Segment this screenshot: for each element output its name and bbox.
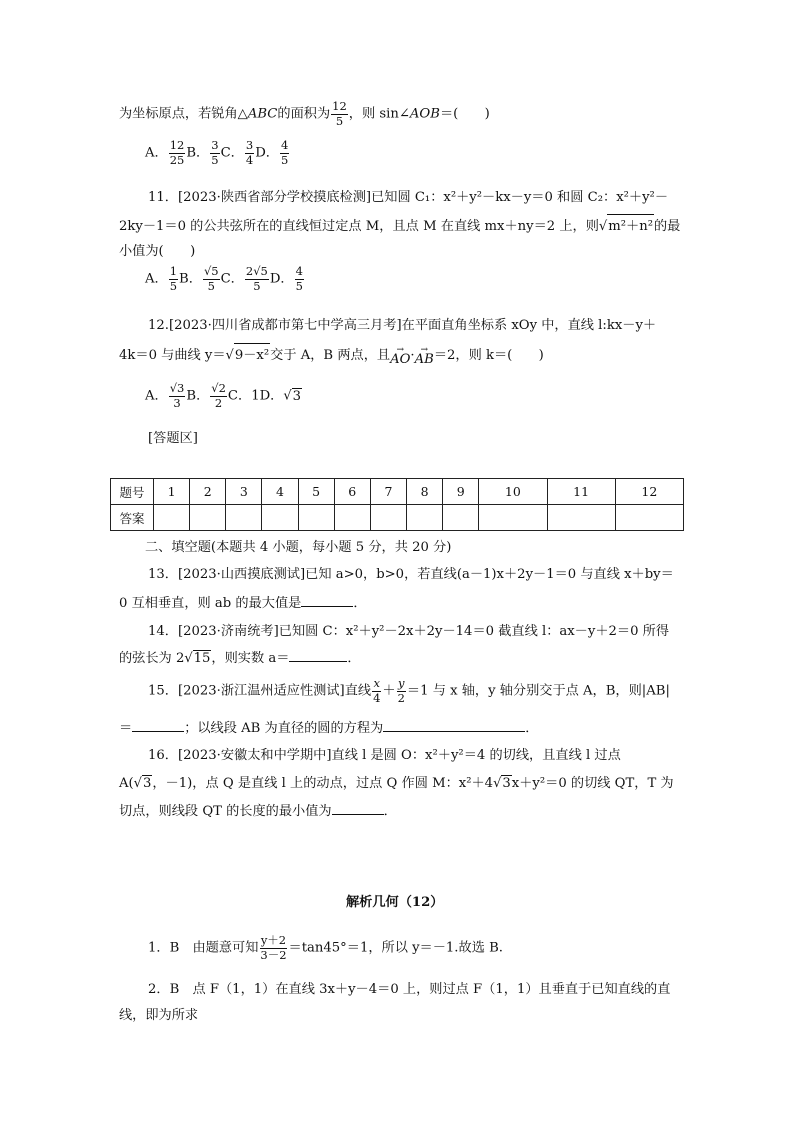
q12-line2: 4k＝0 与曲线 y＝√9－x²交于 A，B 两点，且 → AO · → AB ＝2，则 k＝( ) [119, 344, 544, 367]
q10-text-end: ，则 sin∠ [348, 106, 410, 122]
q10-options: A． $\frac{12}{25}$ B． $\frac{3}{5}$ C． $\frac{3}{4}$ D． $\frac{4}{5}$ [145, 138, 289, 167]
q11-line2: 2ky－1＝0 的公共弦所在的直线恒过定点 M，且点 M 在直线 mx＋ny＝2 上，则√m²＋n²的最 [119, 214, 680, 234]
answer-cell[interactable] [262, 505, 298, 531]
q16-sqrt-m: 3 [502, 776, 511, 791]
answer-2-line2: 线，即为所求 [119, 1008, 199, 1023]
table-row [111, 479, 684, 505]
table-cell: 4 [262, 479, 298, 505]
table-row [111, 505, 684, 531]
q12-option-d: 3 [292, 388, 302, 404]
answer-table [110, 478, 684, 531]
vector-ab: → AB [414, 344, 434, 367]
table-header-answer: 答案 [111, 505, 154, 531]
q15-fraction-y: $\frac{y}{2}$ [397, 676, 405, 705]
table-cell: 8 [406, 479, 442, 505]
table-cell: 1 [154, 479, 190, 505]
answer-cell[interactable] [443, 505, 479, 531]
q10-angle: AOB [409, 106, 440, 122]
q10-option-c: $\frac{3}{4}$ [245, 138, 254, 167]
table-cell: 9 [443, 479, 479, 505]
answer-cell[interactable] [479, 505, 547, 531]
table-header-number: 题号 [111, 479, 154, 505]
answer-1: 1．B 由题意可知 $\frac{y+2}{3-2}$ ＝tan45°＝1，所以 y＝－1.故选 B. [148, 933, 503, 962]
vector-ao: → AO [390, 344, 411, 367]
q12-options: A． $\frac{√3}{3}$ B． $\frac{√2}{2}$ C．1D．√3 [145, 381, 302, 410]
q11-sqrt: m²＋n² [607, 214, 654, 234]
q11-option-b: $\frac{√5}{5}$ [203, 264, 219, 293]
q16-sqrt-a: 3 [142, 776, 152, 791]
q10-stem [119, 101, 490, 127]
q14-line2: 的弦长为 2√15，则实数 a＝ ． [119, 651, 361, 666]
table-cell: 7 [370, 479, 406, 505]
q15-line1: 15．[2023·浙江温州适应性测试]直线 $\frac{x}{4}$ ＋ $\frac{y}{2}$ ＝1 与 x 轴，y 轴分别交于点 A，B，则|AB| [148, 676, 670, 705]
q15-line2: ＝ ；以线段 AB 为直径的圆的方程为 ． [119, 721, 539, 736]
table-cell: 3 [226, 479, 262, 505]
answer-cell[interactable] [615, 505, 683, 531]
answer-cell[interactable] [154, 505, 190, 531]
q12-option-a: $\frac{√3}{3}$ [169, 381, 185, 410]
q10-option-b: $\frac{3}{5}$ [211, 138, 219, 167]
table-cell: 11 [547, 479, 615, 505]
answer-cell[interactable] [334, 505, 370, 531]
q14-sqrt: 15 [193, 651, 211, 666]
q11-option-a: $\frac{1}{5}$ [169, 264, 178, 293]
q11-options: A． $\frac{1}{5}$ B． $\frac{√5}{5}$ C． $\frac{2√5}{5}$ D． $\frac{4}{5}$ [145, 264, 303, 293]
q16-line2: A(√3，－1)，点 Q 是直线 l 上的动点，过点 Q 作圆 M：x²＋4√3x＋y²＝0 的切线 QT，T 为 [119, 776, 674, 791]
table-cell: 12 [615, 479, 683, 505]
q12-sqrt: 9－x² [234, 343, 270, 363]
q14-blank[interactable] [289, 649, 347, 662]
table-cell: 2 [190, 479, 226, 505]
q16-line3: 切点，则线段 QT 的长度的最小值为 ． [119, 804, 397, 819]
q13-line2: 0 互相垂直，则 ab 的最大值是 ． [119, 596, 367, 611]
q12-option-b: $\frac{√2}{2}$ [211, 381, 226, 410]
q10-triangle: ABC [247, 106, 278, 122]
answer-1-fraction: $\frac{y+2}{3-2}$ [260, 933, 287, 962]
q15-fraction-x: $\frac{x}{4}$ [373, 676, 381, 705]
q10-paren: ＝( ) [439, 106, 490, 122]
table-cell: 10 [479, 479, 547, 505]
q10-text-mid: 的面积为 [277, 106, 331, 122]
q12-line1: 12.[2023·四川省成都市第七中学高三月考]在平面直角坐标系 xOy 中，直线 l:kx－y＋ [148, 318, 657, 333]
q10-option-d: $\frac{4}{5}$ [280, 138, 289, 167]
answer-cell[interactable] [226, 505, 262, 531]
answer-cell[interactable] [190, 505, 226, 531]
q16-blank[interactable] [332, 802, 384, 815]
q11-line3: 小值为( ) [119, 244, 196, 259]
answer-cell[interactable] [406, 505, 442, 531]
q14-line1: 14．[2023·济南统考]已知圆 C：x²＋y²－2x＋2y－14＝0 截直线 l：ax－y＋2＝0 所得 [148, 624, 670, 639]
table-cell: 5 [298, 479, 334, 505]
answers-title: 解析几何（12） [346, 895, 444, 910]
q16-line1: 16．[2023·安徽太和中学期中]直线 l 是圆 O：x²＋y²＝4 的切线，且直线 l 过点 [148, 748, 621, 763]
answer-area-label: [答题区] [148, 431, 198, 446]
section-heading: 二、填空题(本题共 4 小题，每小题 5 分，共 20 分) [145, 540, 452, 555]
q10-area-fraction: $\frac{12}{5}$ [332, 99, 347, 128]
q13-line1: 13．[2023·山西摸底测试]已知 a>0，b>0，若直线(a－1)x＋2y－1＝0 与直线 x＋by＝ [148, 567, 674, 582]
q15-blank-ab[interactable] [132, 719, 184, 732]
q15-blank-circle[interactable] [383, 719, 525, 732]
q10-option-a: $\frac{12}{25}$ [169, 138, 185, 167]
q10-text: 为坐标原点，若锐角△ [119, 106, 248, 122]
q13-blank[interactable] [301, 594, 353, 607]
q11-option-c: $\frac{2√5}{5}$ [245, 264, 268, 293]
answer-cell[interactable] [370, 505, 406, 531]
q11-option-d: $\frac{4}{5}$ [295, 264, 303, 293]
table-cell: 6 [334, 479, 370, 505]
answer-cell[interactable] [547, 505, 615, 531]
q11-line1: 11．[2023·陕西省部分学校摸底检测]已知圆 C₁：x²＋y²－kx－y＝0 和圆 C₂：x²＋y²－ [148, 190, 669, 205]
answer-2-line1: 2．B 点 F（1，1）在直线 3x＋y－4＝0 上，则过点 F（1，1）且垂直于已知直线的直 [148, 982, 671, 997]
answer-cell[interactable] [298, 505, 334, 531]
